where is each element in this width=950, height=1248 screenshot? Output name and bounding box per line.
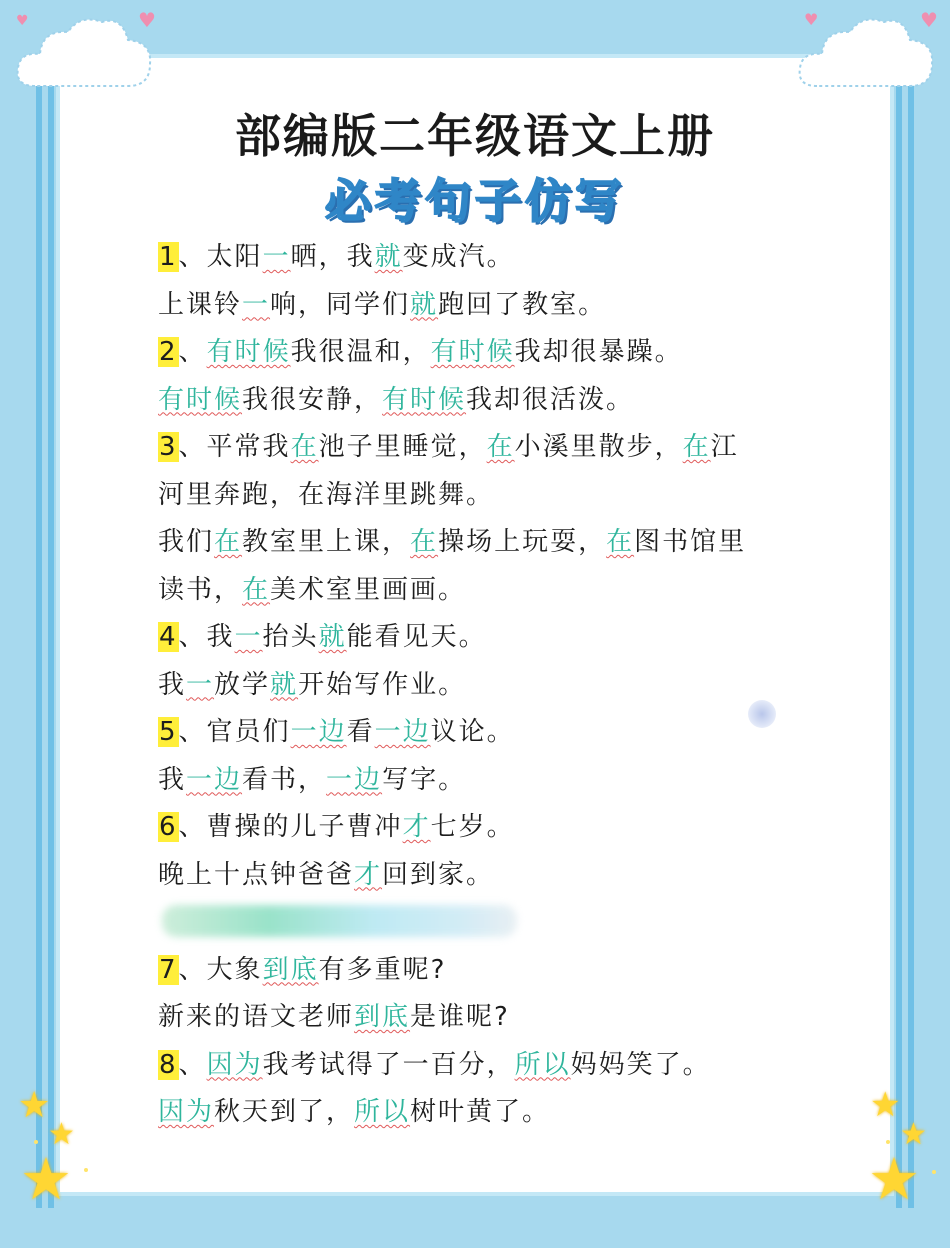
numbered-sentence — [158, 1042, 808, 1090]
keyword: 一边 — [374, 717, 431, 747]
keyword: 一边 — [326, 764, 383, 795]
heart-icon: ♥ — [804, 10, 819, 29]
keyword: 到底 — [262, 954, 319, 985]
keyword: 才 — [354, 859, 383, 890]
numbered-sentence — [158, 329, 808, 377]
example-sentence — [158, 662, 808, 710]
sentence-text: 、 — [178, 1049, 207, 1080]
sentence-text: 晚上十点钟爸爸 — [158, 859, 355, 890]
sentence-text: 我们 — [158, 527, 215, 557]
blurred-line — [158, 899, 808, 947]
example-sentence — [158, 852, 808, 900]
sentence-text: 秋天到了， — [214, 1097, 355, 1127]
example-sentence — [158, 377, 808, 425]
keyword: 一边 — [290, 717, 347, 747]
sentence-text: 教室里上课， — [242, 527, 411, 557]
sentence-text: 放学 — [214, 669, 271, 700]
heart-icon: ♥ — [138, 8, 156, 32]
sentence-text: 是谁呢? — [410, 1002, 510, 1032]
frame-stripe-right-inner — [896, 60, 902, 1208]
item-number: 6 — [159, 812, 178, 842]
sentence-text: 、太阳 — [178, 242, 263, 272]
numbered-sentence — [158, 614, 808, 662]
example-sentence — [158, 519, 808, 567]
sentence-list — [158, 234, 808, 1137]
sentence-text: 树叶黄了。 — [410, 1097, 551, 1127]
sentence-text: 、大象 — [178, 954, 263, 985]
keyword: 在 — [242, 574, 271, 605]
sparkle-dot — [886, 1140, 890, 1144]
keyword: 在 — [214, 527, 243, 557]
sparkle-dot — [932, 1170, 936, 1174]
item-number: 4 — [159, 622, 178, 652]
keyword: 就 — [318, 622, 347, 652]
sentence-text: 、我 — [178, 622, 235, 652]
sentence-text: 池子里睡觉， — [318, 432, 487, 462]
sentence-text: 我 — [158, 669, 187, 700]
heart-icon: ♥ — [16, 13, 29, 29]
sentence-text: 新来的语文老师 — [158, 1002, 355, 1032]
sentence-text: 看 — [346, 717, 375, 747]
keyword: 在 — [290, 432, 319, 462]
example-sentence — [158, 1089, 808, 1137]
keyword: 到底 — [354, 1002, 411, 1032]
sentence-text: 开始写作业。 — [298, 669, 467, 700]
sentence-text: 看书， — [242, 764, 327, 795]
sentence-text: 江 — [710, 432, 739, 462]
example-sentence — [158, 282, 808, 330]
page-subtitle: 必考句子仿写 — [325, 174, 625, 228]
example-sentence — [158, 994, 808, 1042]
numbered-sentence — [158, 709, 808, 757]
sentence-text: 我很安静， — [242, 384, 383, 415]
keyword: 在 — [410, 527, 439, 557]
keyword: 有时候 — [158, 384, 243, 415]
sentence-text: 我 — [158, 764, 187, 795]
keyword: 有时候 — [382, 384, 467, 415]
sentence-text: 我考试得了一百分， — [262, 1049, 515, 1080]
keyword: 在 — [682, 432, 711, 462]
keyword: 因为 — [206, 1049, 263, 1080]
keyword: 一 — [234, 622, 263, 652]
sparkle-dot — [34, 1140, 38, 1144]
heart-icon: ♥ — [920, 8, 938, 32]
example-sentence — [158, 757, 808, 805]
sentence-text: 、 — [178, 337, 207, 367]
sentence-text: 晒，我 — [290, 242, 375, 272]
keyword: 有时候 — [430, 337, 515, 367]
sentence-text: 、平常我 — [178, 432, 291, 462]
numbered-sentence — [158, 234, 808, 282]
example-sentence — [158, 567, 808, 615]
sentence-text: 美术室里画画。 — [270, 574, 467, 605]
item-number: 8 — [159, 1049, 178, 1080]
example-sentence — [158, 472, 808, 520]
star-icon: ★ — [870, 1085, 901, 1125]
keyword: 就 — [410, 289, 439, 320]
star-icon: ★ — [900, 1117, 927, 1152]
star-icon: ★ — [48, 1117, 75, 1152]
sentence-text: 能看见天。 — [346, 622, 487, 652]
keyword: 在 — [486, 432, 515, 462]
sentence-text: 、官员们 — [178, 717, 291, 747]
star-icon: ★ — [18, 1085, 51, 1126]
keyword: 在 — [606, 527, 635, 557]
frame-stripe-right-outer — [908, 60, 914, 1208]
star-icon: ★ — [868, 1145, 920, 1213]
keyword: 一 — [262, 242, 291, 272]
keyword: 所以 — [514, 1049, 571, 1080]
sentence-text: 妈妈笑了。 — [570, 1049, 711, 1080]
keyword: 一 — [242, 289, 271, 320]
frame-stripe-left-inner — [48, 60, 54, 1208]
blurred-watermark — [162, 905, 517, 937]
numbered-sentence — [158, 947, 808, 995]
sparkle-dot — [84, 1168, 88, 1172]
sentence-text: 有多重呢? — [318, 954, 447, 985]
sentence-text: 我却很活泼。 — [466, 384, 635, 415]
item-number: 5 — [159, 717, 178, 747]
sentence-text: 上课铃 — [158, 289, 243, 320]
sentence-text: 跑回了教室。 — [438, 289, 607, 320]
sentence-text: 议论。 — [430, 717, 515, 747]
sentence-text: 操场上玩耍， — [438, 527, 607, 557]
sentence-text: 抬头 — [262, 622, 319, 652]
star-icon: ★ — [20, 1145, 72, 1213]
sentence-text: 响，同学们 — [270, 289, 411, 320]
item-number: 7 — [159, 954, 178, 985]
sentence-text: 变成汽。 — [402, 242, 515, 272]
sentence-text: 小溪里散步， — [514, 432, 683, 462]
sentence-text: 七岁。 — [430, 812, 515, 842]
sentence-text: 写字。 — [382, 764, 467, 795]
keyword: 有时候 — [206, 337, 291, 367]
numbered-sentence — [158, 424, 808, 472]
item-number: 2 — [159, 337, 178, 367]
sentence-text: 读书， — [158, 574, 243, 605]
keyword: 因为 — [158, 1097, 215, 1127]
keyword: 一 — [186, 669, 215, 700]
sentence-text: 回到家。 — [382, 859, 495, 890]
sentence-text: 河里奔跑，在海洋里跳舞。 — [158, 479, 495, 510]
keyword: 一边 — [186, 764, 243, 795]
page-title: 部编版二年级语文上册 — [235, 109, 715, 163]
frame-stripe-left-outer — [36, 60, 42, 1208]
keyword: 才 — [402, 812, 431, 842]
keyword: 就 — [374, 242, 403, 272]
item-number: 3 — [159, 432, 178, 462]
keyword: 就 — [270, 669, 299, 700]
sentence-text: 、曹操的儿子曹冲 — [178, 812, 403, 842]
sentence-text: 我却很暴躁。 — [514, 337, 683, 367]
keyword: 所以 — [354, 1097, 411, 1127]
item-number: 1 — [159, 242, 178, 272]
numbered-sentence — [158, 804, 808, 852]
sentence-text: 图书馆里 — [634, 527, 747, 557]
sentence-text: 我很温和， — [290, 337, 431, 367]
